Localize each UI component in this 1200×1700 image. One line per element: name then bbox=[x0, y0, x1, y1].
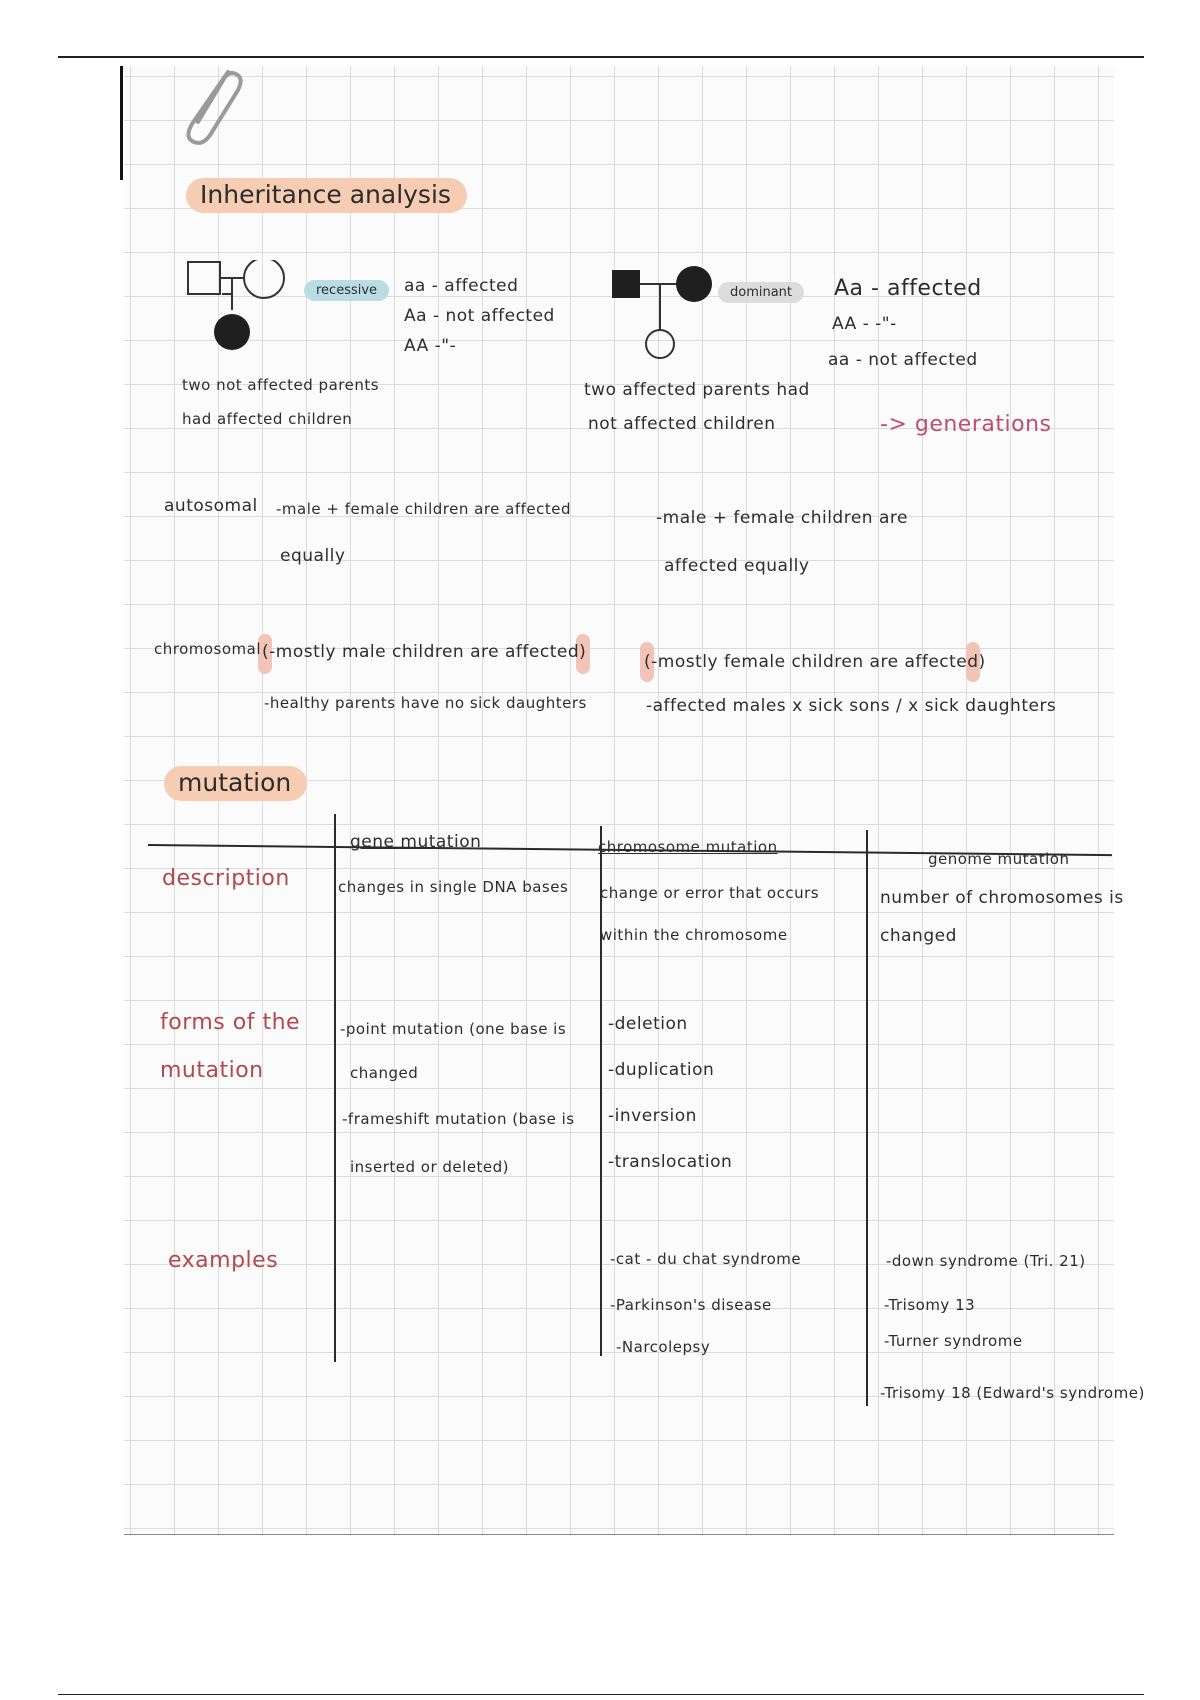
autosomal-recessive-line-2: equally bbox=[280, 546, 346, 566]
recessive-caption-1: two not affected parents bbox=[182, 376, 380, 394]
column-header-gene: gene mutation bbox=[350, 832, 482, 852]
table-cell: -Parkinson's disease bbox=[610, 1296, 772, 1314]
table-divider-1 bbox=[334, 814, 336, 1362]
bottom-rule bbox=[58, 1694, 1144, 1695]
dominant-label: dominant bbox=[718, 282, 804, 303]
chromosomal-label: chromosomal bbox=[154, 640, 262, 658]
row-label-forms: mutation bbox=[160, 1058, 264, 1083]
row-label-forms: forms of the bbox=[160, 1010, 301, 1035]
recessive-label: recessive bbox=[304, 280, 389, 301]
chromosomal-dominant-line-2: -affected males x sick sons / x sick daughters bbox=[646, 696, 1057, 716]
generations-note: -> generations bbox=[880, 412, 1052, 437]
recessive-genotype-2: Aa - not affected bbox=[404, 306, 555, 326]
table-cell: changed bbox=[350, 1064, 419, 1082]
inheritance-heading: Inheritance analysis bbox=[186, 178, 467, 213]
dominant-caption-1: two affected parents had bbox=[584, 380, 810, 400]
table-cell: -Narcolepsy bbox=[616, 1338, 711, 1356]
column-header-chromosome: chromosome mutation bbox=[598, 838, 778, 856]
autosomal-recessive-line-1: -male + female children are affected bbox=[276, 500, 572, 518]
table-cell: inserted or deleted) bbox=[350, 1158, 510, 1176]
margin-line bbox=[120, 66, 123, 180]
row-label-examples: examples bbox=[168, 1248, 279, 1273]
paperclip-icon bbox=[170, 66, 250, 150]
table-cell: -Trisomy 13 bbox=[884, 1296, 976, 1314]
chromosomal-recessive-line-1: (-mostly male children are affected) bbox=[262, 642, 587, 662]
table-cell: -cat - du chat syndrome bbox=[610, 1250, 802, 1268]
dominant-genotype-1: Aa - affected bbox=[834, 276, 982, 301]
table-cell: -down syndrome (Tri. 21) bbox=[886, 1252, 1086, 1270]
table-cell: changes in single DNA bases bbox=[338, 878, 569, 896]
dominant-caption-2: not affected children bbox=[588, 414, 776, 434]
recessive-pedigree-diagram bbox=[186, 260, 306, 370]
recessive-genotype-1: aa - affected bbox=[404, 276, 519, 296]
autosomal-dominant-line-1: -male + female children are bbox=[656, 508, 908, 528]
table-divider-2 bbox=[600, 826, 602, 1356]
table-cell: number of chromosomes is bbox=[880, 888, 1124, 908]
recessive-genotype-3: AA -"- bbox=[404, 336, 457, 356]
table-cell: -frameshift mutation (base is bbox=[342, 1110, 575, 1128]
table-cell: change or error that occurs bbox=[600, 884, 820, 902]
table-cell: within the chromosome bbox=[600, 926, 788, 944]
dominant-genotype-3: aa - not affected bbox=[828, 350, 978, 370]
top-rule bbox=[58, 56, 1144, 58]
table-cell: changed bbox=[880, 926, 957, 946]
table-cell: -duplication bbox=[608, 1060, 715, 1080]
autosomal-dominant-line-2: affected equally bbox=[664, 556, 810, 576]
table-divider-3 bbox=[866, 830, 868, 1406]
table-cell: -point mutation (one base is bbox=[340, 1020, 567, 1038]
table-cell: -inversion bbox=[608, 1106, 697, 1126]
mutation-heading: mutation bbox=[164, 766, 307, 801]
table-cell: -Trisomy 18 (Edward's syndrome) bbox=[880, 1384, 1145, 1402]
column-header-genome: genome mutation bbox=[928, 850, 1070, 868]
row-label-description: description bbox=[162, 866, 290, 891]
chromosomal-recessive-line-2: -healthy parents have no sick daughters bbox=[264, 694, 587, 712]
chromosomal-dominant-line-1: (-mostly female children are affected) bbox=[644, 652, 986, 672]
dominant-pedigree-diagram bbox=[610, 266, 720, 366]
paper-bottom-edge bbox=[124, 1534, 1114, 1535]
dominant-genotype-2: AA - -"- bbox=[832, 314, 897, 334]
table-cell: -deletion bbox=[608, 1014, 688, 1034]
table-cell: -translocation bbox=[608, 1152, 733, 1172]
autosomal-label: autosomal bbox=[164, 496, 258, 516]
table-cell: -Turner syndrome bbox=[884, 1332, 1023, 1350]
recessive-caption-2: had affected children bbox=[182, 410, 353, 428]
